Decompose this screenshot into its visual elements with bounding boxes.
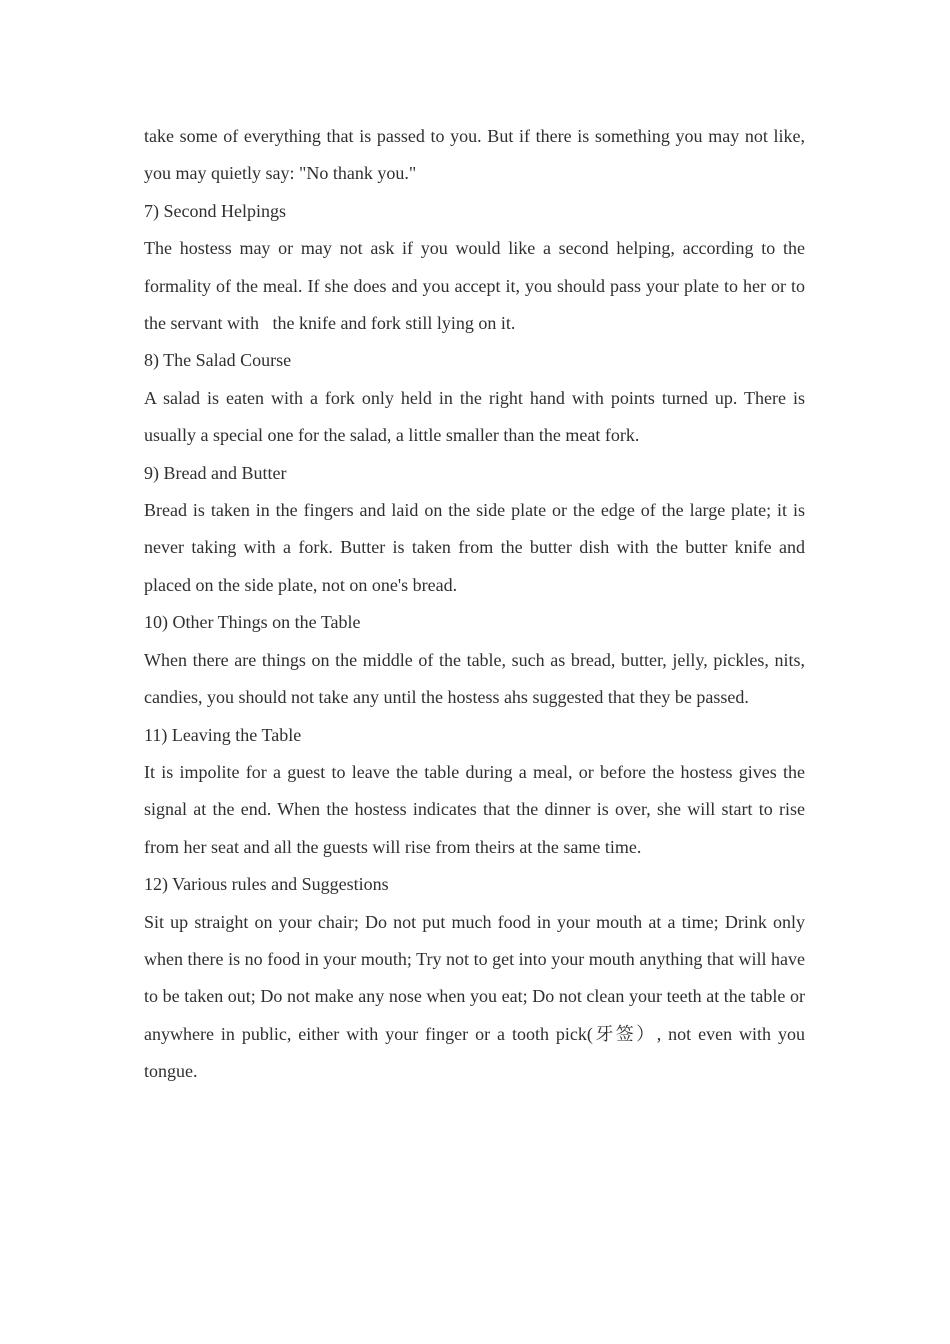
section-body-leaving-table: It is impolite for a guest to leave the table during a meal, or before the hostess gives the signal at the end. When the hostess indicates that the dinner is over, she will start to rise from her seat and all the guests will rise from theirs at the same time.: [144, 761, 805, 857]
section-heading-other-things: 10) Other Things on the Table: [144, 612, 361, 633]
section-heading-bread-butter: 9) Bread and Butter: [144, 462, 287, 483]
section-body-other-things: When there are things on the middle of the table, such as bread, butter, jelly, pickles, nits, candies, you should not take any until the hostess ahs suggested that they be passed.: [144, 649, 805, 708]
section-heading-second-helpings: 7) Second Helpings: [144, 200, 286, 221]
document-body: [144, 118, 805, 1091]
section-body-various-rules: Sit up straight on your chair; Do not put much food in your mouth at a time; Drink only when there is no food in your mouth; Try not to get into your mouth anything that will have to be taken out; Do not make any nose when you eat; Do not clean your teeth at the table or anywhere in public, either with your finger or a tooth pick(牙签）, not even with you tongue.: [144, 911, 805, 1082]
section-body-bread-butter: Bread is taken in the fingers and laid on the side plate or the edge of the large plate; it is never taking with a fork. Butter is taken from the butter dish with the butter knife and placed on the side plate, not on one's bread.: [144, 500, 805, 595]
section-body-second-helpings: The hostess may or may not ask if you would like a second helping, according to the formality of the meal. If she does and you accept it, you should pass your plate to her or to the servant with the knife and fork still lying on it.: [144, 238, 805, 334]
section-heading-leaving-table: 11) Leaving the Table: [144, 724, 302, 745]
section-body-salad-course: A salad is eaten with a fork only held in the right hand with points turned up. There is usually a special one for the salad, a little smaller than the meat fork.: [144, 387, 805, 446]
section-heading-salad-course: 8) The Salad Course: [144, 350, 292, 371]
intro-paragraph: take some of everything that is passed to you. But if there is something you may not like, you may quietly say: "No thank you.": [144, 126, 805, 184]
section-heading-various-rules: 12) Various rules and Suggestions: [144, 874, 389, 895]
